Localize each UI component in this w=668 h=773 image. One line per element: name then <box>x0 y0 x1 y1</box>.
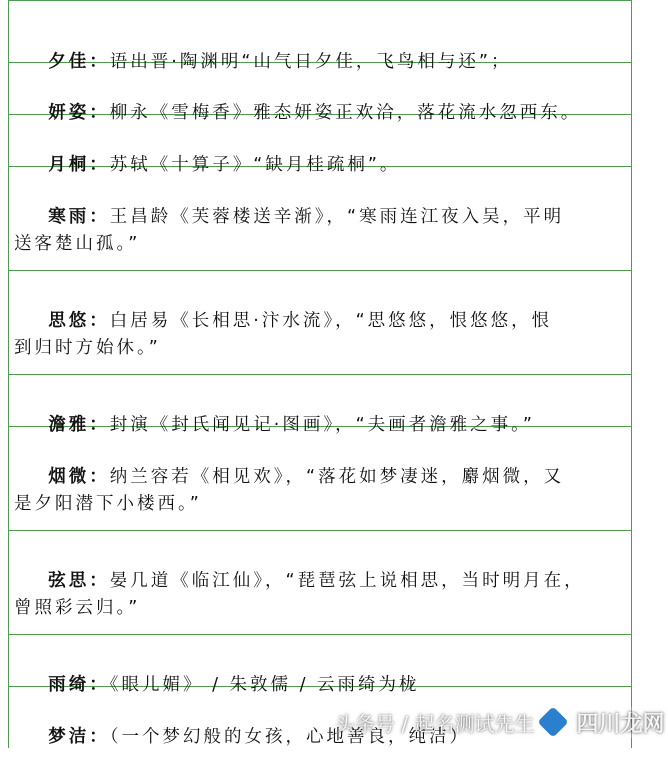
row-divider <box>8 374 632 375</box>
term-definition-continued: 曾照彩云归。” <box>14 598 141 618</box>
term-definition: 苏轼《十算子》“缺月桂疏桐”。 <box>109 155 401 175</box>
term-label: 雨绮： <box>48 675 110 695</box>
row-divider <box>8 0 632 1</box>
term-definition: 封演《封氏闻见记·图画》，“夫画者澹雅之事。” <box>109 415 535 435</box>
term-definition: 柳永《雪梅香》雅态妍姿正欢洽，落花流水忽西东。 <box>109 103 582 123</box>
watermark <box>335 702 668 742</box>
term-definition: 《眼儿媚》 / 朱敦儒 / 云雨绮为栊 <box>109 675 420 695</box>
term-definition: 语出晋·陶渊明“山气日夕佳，飞鸟相与还”； <box>109 52 512 72</box>
term-definition: 白居易《长相思·汴水流》，“思悠悠，恨悠悠，恨 <box>109 311 553 331</box>
term-label: 寒雨： <box>48 207 110 227</box>
term-definition-continued: 是夕阳潜下小楼西。” <box>14 494 202 514</box>
term-label: 夕佳： <box>48 52 110 72</box>
row-divider <box>8 270 632 271</box>
term-definition: 晏几道《临江仙》，“琵琶弦上说相思，当时明月在， <box>109 571 585 591</box>
term-definition: 纳兰容若《相见欢》，“落花如梦凄迷，麝烟微，又 <box>109 467 565 487</box>
watermark-brand: 四川龙网 <box>572 707 668 738</box>
term-definition: 王昌龄《芙蓉楼送辛渐》，“寒雨连江夜入吴，平明 <box>109 207 565 227</box>
term-definition-continued: 送客楚山孤。” <box>14 234 141 254</box>
row-divider <box>8 634 632 635</box>
term-label: 妍姿： <box>48 103 110 123</box>
brand-logo-icon <box>538 706 569 737</box>
term-label: 思悠： <box>48 311 110 331</box>
term-label: 月桐： <box>48 155 110 175</box>
term-definition-continued: 到归时方始休。” <box>14 338 161 358</box>
term-label: 澹雅： <box>48 415 110 435</box>
term-label: 梦洁： <box>48 727 110 747</box>
term-label: 弦思： <box>48 571 110 591</box>
row-divider <box>8 530 632 531</box>
term-definition: （一个梦幻般的女孩，心地善良，纯洁） <box>109 727 471 747</box>
watermark-text: 头条号 / 起名测试先生 <box>335 711 535 736</box>
term-label: 烟微： <box>48 467 110 487</box>
